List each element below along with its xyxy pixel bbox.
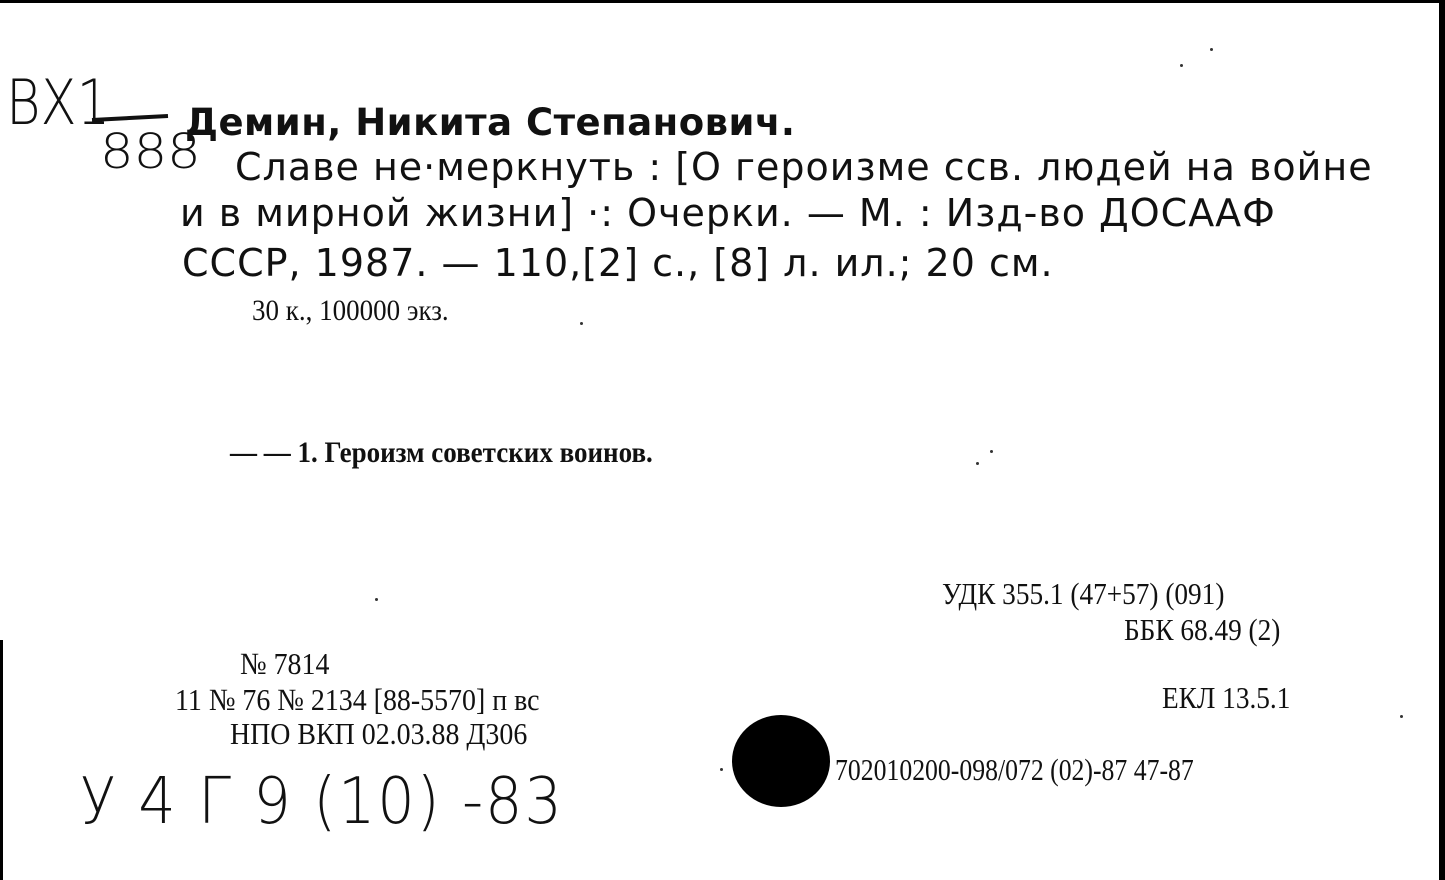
order-number: № 7814 xyxy=(240,646,330,681)
title-line-1: Славе не·меркнуть : [О героизме ссв. людей на войне xyxy=(235,145,1373,189)
handwritten-call-number-bottom: 888 xyxy=(100,124,201,180)
dust-speck xyxy=(375,598,378,601)
subject-heading: — — 1. Героизм советских воинов. xyxy=(230,436,653,469)
dust-speck xyxy=(720,768,723,771)
catalog-code: 702010200-098/072 (02)-87 47-87 xyxy=(835,752,1194,787)
dust-speck xyxy=(990,450,993,453)
card-border-top xyxy=(0,0,1445,3)
card-border-right xyxy=(1439,0,1445,880)
card-border-left xyxy=(0,640,3,880)
title-line-3: СССР, 1987. — 110,[2] с., [8] л. ил.; 20 см. xyxy=(182,241,1054,285)
ekl-code: ЕКЛ 13.5.1 xyxy=(1162,680,1291,715)
dust-speck xyxy=(1180,64,1183,67)
price-and-run: 30 к., 100000 экз. xyxy=(252,294,449,327)
bbk-classification: ББК 68.49 (2) xyxy=(1124,612,1281,647)
author-heading: Демин, Никита Степанович. xyxy=(185,101,796,144)
dust-speck xyxy=(1210,48,1213,51)
print-info: 11 № 76 № 2134 [88-5570] п вс xyxy=(175,682,540,717)
handwritten-shelf-code: У 4 Г 9 (10) -83 xyxy=(80,765,564,839)
handwritten-call-number-top: ВХ1 xyxy=(6,66,111,139)
udk-classification: УДК 355.1 (47+57) (091) xyxy=(942,576,1225,611)
dust-speck xyxy=(1400,715,1403,718)
dust-speck xyxy=(580,322,583,325)
npo-info: НПО ВКП 02.03.88 Д306 xyxy=(230,716,528,751)
ink-blot xyxy=(732,715,830,807)
dust-speck xyxy=(976,462,979,465)
title-line-2: и в мирной жизни] ·: Очерки. — М. : Изд-во ДОСААФ xyxy=(180,191,1276,235)
